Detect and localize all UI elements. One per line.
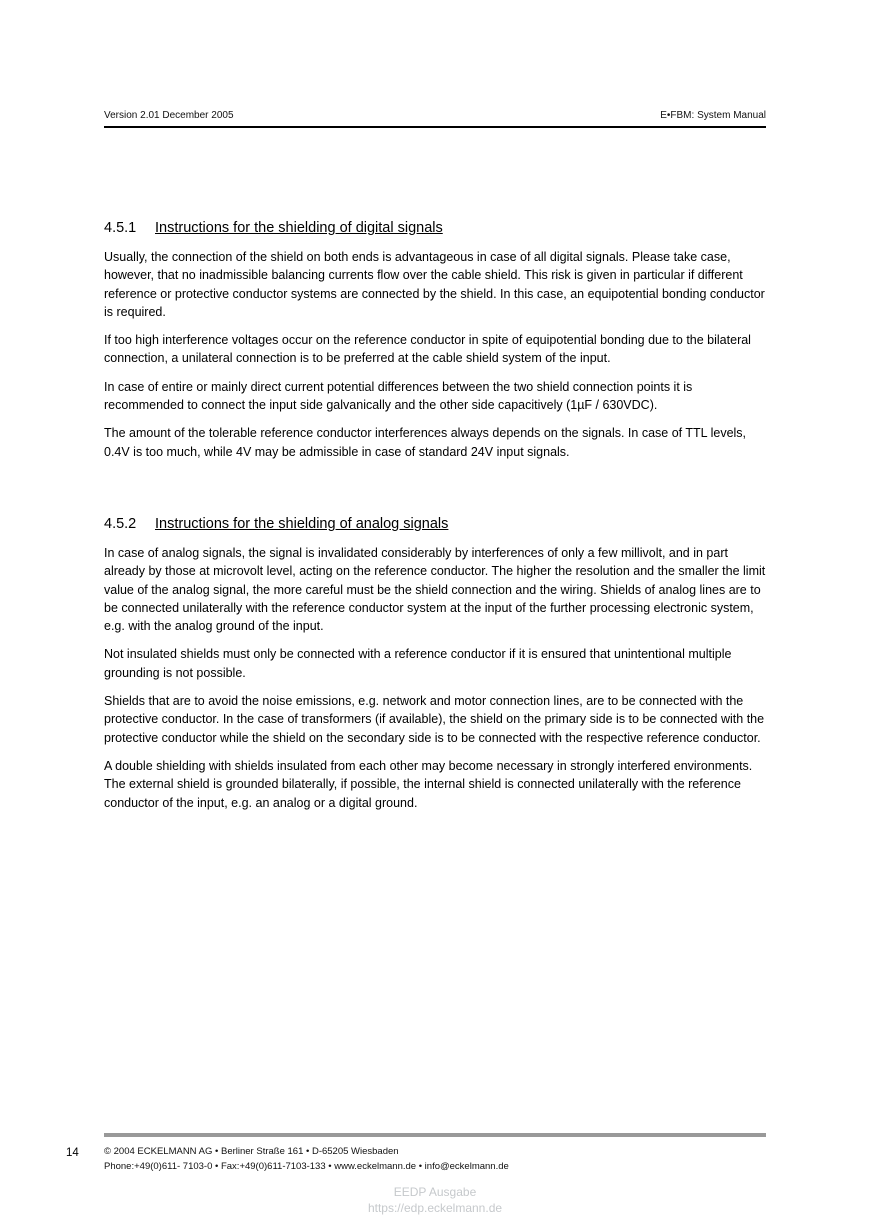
paragraph: Usually, the connection of the shield on both ends is advantageous in case of all digital signals. Please take case, however, that no inadmissible balancing currents flow over the cable shield. This risk is given in particular if different reference or protective conductor systems are connected by the shield. In this case, an equipotential bonding conductor is required.: [104, 250, 765, 319]
paragraph: Not insulated shields must only be connected with a reference conductor if it is ensured that unintentional multiple grounding is not possible.: [104, 647, 732, 680]
section-number: 4.5.2: [104, 515, 137, 532]
watermark-url: https://edp.eckelmann.de: [367, 1201, 503, 1215]
page-number: 14: [66, 1147, 79, 1159]
document-content: [104, 218, 766, 822]
footer-copyright-line: © 2004 ECKELMANN AG • Berliner Straße 161 • D-65205 Wiesbaden: [104, 1146, 399, 1157]
section-title: Instructions for the shielding of analog signals: [155, 515, 449, 532]
paragraph: Shields that are to avoid the noise emissions, e.g. network and motor connection lines, are to be connected with the protective conductor. In the case of transformers (if available), the shield on the primary side is to be connected with the protective conductor while the shield on the secondary side is to be connected with the respective reference conductor.: [104, 694, 765, 745]
section-number: 4.5.1: [104, 220, 137, 236]
paragraph: If too high interference voltages occur on the reference conductor in spite of equipotential bonding due to the bilateral connection, a unilateral connection is to be preferred at the cable shield system of the input.: [104, 333, 751, 366]
paragraph: In case of analog signals, the signal is invalidated considerably by interferences of only a few millivolt, and in part already by those at microvolt level, acting on the reference conductor. The higher the resolution and the smaller the limit value of the analog signal, the more careful must be the shield connection and the wiring. Shields of analog lines are to be connected unilaterally with the reference conductor system at the input of the further processing electronic system, e.g. with the analog ground of the input.: [104, 545, 766, 634]
section-heading: [104, 514, 766, 534]
watermark-title: EEDP Ausgabe: [393, 1185, 477, 1199]
section-analog-shielding: [104, 514, 766, 822]
header-manual-title: E•FBM: System Manual: [660, 110, 766, 121]
header-version-date: Version 2.01 December 2005: [104, 110, 234, 121]
section-title: Instructions for the shielding of digital signals: [155, 220, 443, 236]
footer-rule: [104, 1133, 766, 1137]
paragraph: The amount of the tolerable reference conductor interferences always depends on the signals. In case of TTL levels, 0.4V is too much, while 4V may be admissible in case of standard 24V input signals.: [104, 426, 747, 459]
page-header: [104, 110, 766, 121]
paragraph: In case of entire or mainly direct current potential differences between the two shield connection points it is recommended to connect the input side galvanically and the other side capacitively (1µF / 630VDC).: [104, 379, 693, 413]
header-rule: [104, 126, 766, 128]
paragraph: A double shielding with shields insulated from each other may become necessary in strongly interfered environments. The external shield is grounded bilaterally, if possible, the internal shield is connected unilaterally with the reference conductor of the input, e.g. an analog or a digital ground.: [104, 758, 753, 810]
footer-info: [104, 1144, 766, 1174]
watermark: [0, 1184, 870, 1216]
section-heading: [104, 218, 766, 238]
section-digital-shielding: [104, 218, 766, 471]
footer-contact-line: Phone:+49(0)611- 7103-0 • Fax:+49(0)611-7103-133 • www.eckelmann.de • info@eckelmann.de: [104, 1161, 509, 1172]
